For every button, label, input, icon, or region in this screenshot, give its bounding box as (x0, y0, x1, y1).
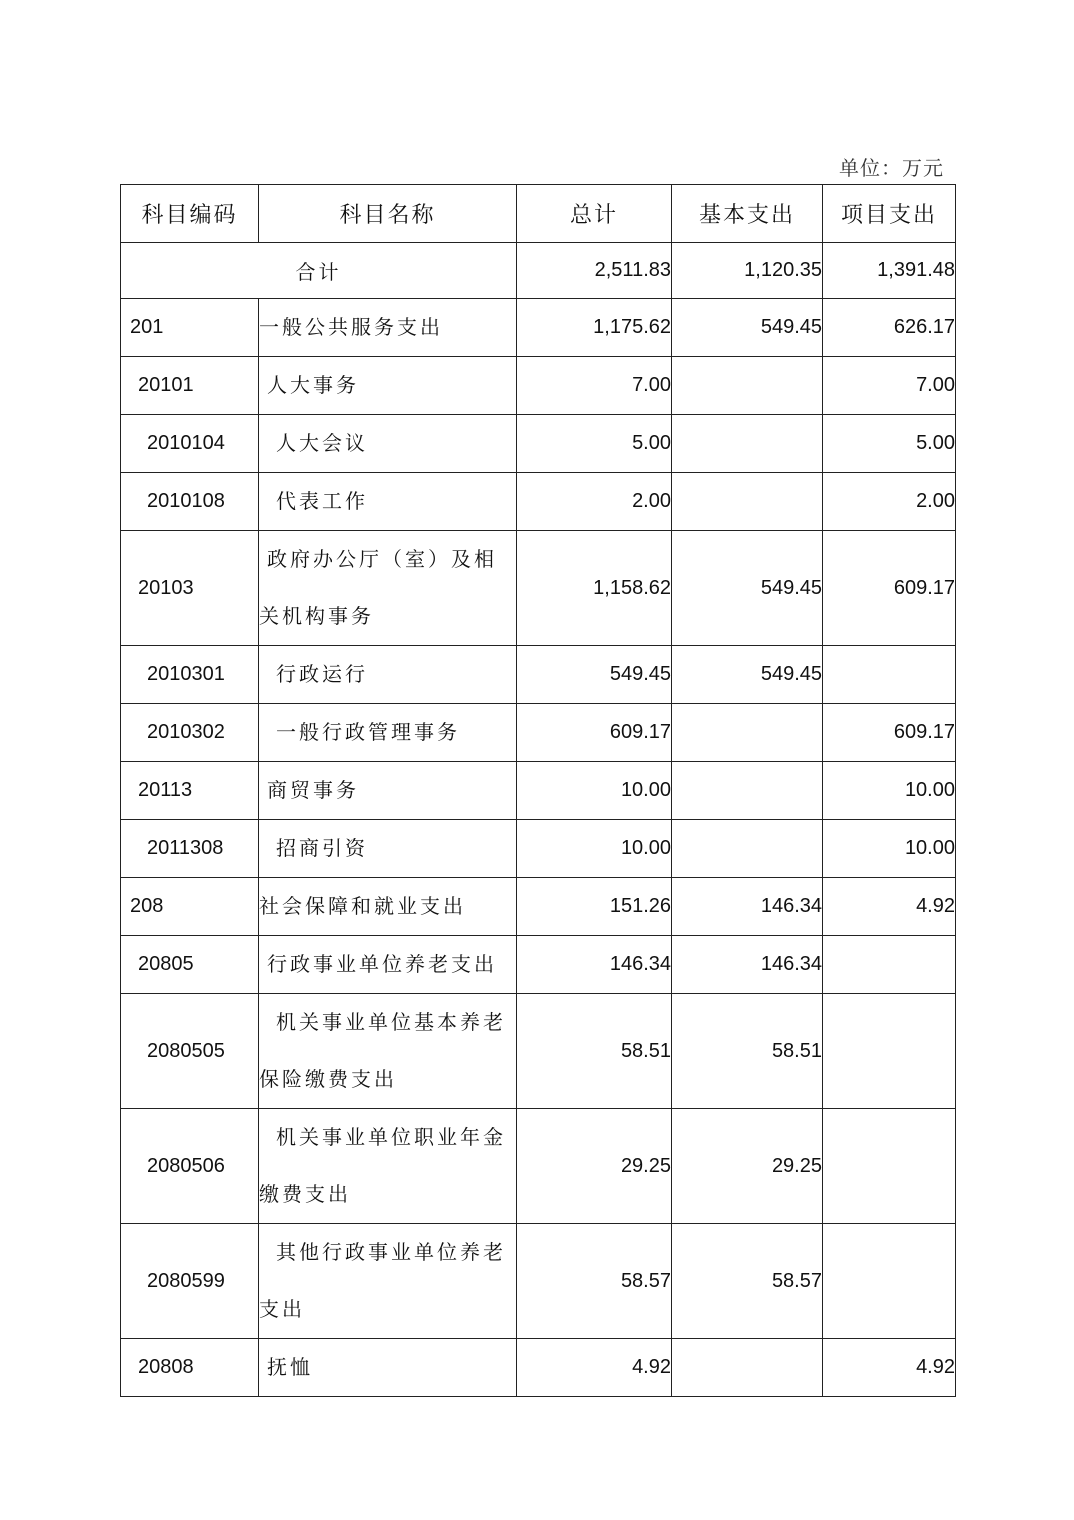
row-name: 一般公共服务支出 (259, 299, 517, 357)
row-code: 20113 (121, 762, 259, 820)
row-project (823, 994, 956, 1109)
row-name: 代表工作 (259, 473, 517, 531)
table-row (121, 299, 956, 357)
row-code: 20808 (121, 1339, 259, 1397)
row-project (823, 646, 956, 704)
row-name: 行政运行 (259, 646, 517, 704)
row-total: 7.00 (517, 357, 672, 415)
table-row (121, 820, 956, 878)
header-code: 科目编码 (121, 185, 259, 243)
row-project: 609.17 (823, 531, 956, 646)
table-row (121, 762, 956, 820)
table-row (121, 1109, 956, 1224)
table-row (121, 473, 956, 531)
row-project (823, 936, 956, 994)
row-name: 人大会议 (259, 415, 517, 473)
row-total: 1,175.62 (517, 299, 672, 357)
row-basic (672, 820, 823, 878)
row-project: 5.00 (823, 415, 956, 473)
row-code: 2010108 (121, 473, 259, 531)
total-label: 合计 (121, 243, 517, 299)
row-total: 1,158.62 (517, 531, 672, 646)
row-basic: 29.25 (672, 1109, 823, 1224)
row-name: 抚恤 (259, 1339, 517, 1397)
row-project: 7.00 (823, 357, 956, 415)
header-row (121, 185, 956, 243)
row-code: 2010301 (121, 646, 259, 704)
row-basic: 146.34 (672, 878, 823, 936)
row-code: 20805 (121, 936, 259, 994)
row-basic: 146.34 (672, 936, 823, 994)
row-code: 20101 (121, 357, 259, 415)
row-name: 社会保障和就业支出 (259, 878, 517, 936)
row-name: 其他行政事业单位养老支出 (259, 1224, 517, 1339)
row-name: 人大事务 (259, 357, 517, 415)
row-code: 20103 (121, 531, 259, 646)
table-row (121, 994, 956, 1109)
total-sum: 2,511.83 (517, 243, 672, 299)
row-total: 10.00 (517, 762, 672, 820)
row-project: 626.17 (823, 299, 956, 357)
unit-label: 单位：万元 (839, 156, 944, 180)
table-row (121, 936, 956, 994)
row-name: 机关事业单位基本养老保险缴费支出 (259, 994, 517, 1109)
row-name: 一般行政管理事务 (259, 704, 517, 762)
row-project: 4.92 (823, 878, 956, 936)
row-code: 2011308 (121, 820, 259, 878)
header-name: 科目名称 (259, 185, 517, 243)
row-name: 政府办公厅（室）及相关机构事务 (259, 531, 517, 646)
row-project (823, 1224, 956, 1339)
row-basic (672, 357, 823, 415)
total-basic: 1,120.35 (672, 243, 823, 299)
row-basic (672, 473, 823, 531)
row-code: 2010302 (121, 704, 259, 762)
table-row (121, 531, 956, 646)
row-basic (672, 704, 823, 762)
row-project: 10.00 (823, 762, 956, 820)
row-total: 609.17 (517, 704, 672, 762)
row-name: 招商引资 (259, 820, 517, 878)
row-project: 2.00 (823, 473, 956, 531)
table-row (121, 415, 956, 473)
row-basic: 58.51 (672, 994, 823, 1109)
row-total: 151.26 (517, 878, 672, 936)
row-basic: 58.57 (672, 1224, 823, 1339)
row-total: 549.45 (517, 646, 672, 704)
row-name: 行政事业单位养老支出 (259, 936, 517, 994)
row-code: 2010104 (121, 415, 259, 473)
header-project: 项目支出 (823, 185, 956, 243)
row-name: 机关事业单位职业年金缴费支出 (259, 1109, 517, 1224)
row-total: 146.34 (517, 936, 672, 994)
row-total: 10.00 (517, 820, 672, 878)
row-basic (672, 415, 823, 473)
row-total: 58.51 (517, 994, 672, 1109)
row-basic: 549.45 (672, 299, 823, 357)
row-basic (672, 1339, 823, 1397)
row-total: 4.92 (517, 1339, 672, 1397)
row-basic: 549.45 (672, 646, 823, 704)
table-row (121, 1224, 956, 1339)
total-project: 1,391.48 (823, 243, 956, 299)
table-row (121, 878, 956, 936)
row-code: 2080506 (121, 1109, 259, 1224)
row-code: 2080599 (121, 1224, 259, 1339)
row-project: 609.17 (823, 704, 956, 762)
budget-table (120, 184, 956, 1397)
header-total: 总计 (517, 185, 672, 243)
row-basic: 549.45 (672, 531, 823, 646)
row-code: 2080505 (121, 994, 259, 1109)
row-project: 4.92 (823, 1339, 956, 1397)
row-project (823, 1109, 956, 1224)
table-row (121, 1339, 956, 1397)
table-row (121, 357, 956, 415)
row-total: 58.57 (517, 1224, 672, 1339)
table-row (121, 646, 956, 704)
row-total: 2.00 (517, 473, 672, 531)
row-code: 208 (121, 878, 259, 936)
row-total: 5.00 (517, 415, 672, 473)
row-project: 10.00 (823, 820, 956, 878)
row-basic (672, 762, 823, 820)
row-total: 29.25 (517, 1109, 672, 1224)
row-code: 201 (121, 299, 259, 357)
table-row (121, 704, 956, 762)
row-name: 商贸事务 (259, 762, 517, 820)
total-row (121, 243, 956, 299)
header-basic: 基本支出 (672, 185, 823, 243)
